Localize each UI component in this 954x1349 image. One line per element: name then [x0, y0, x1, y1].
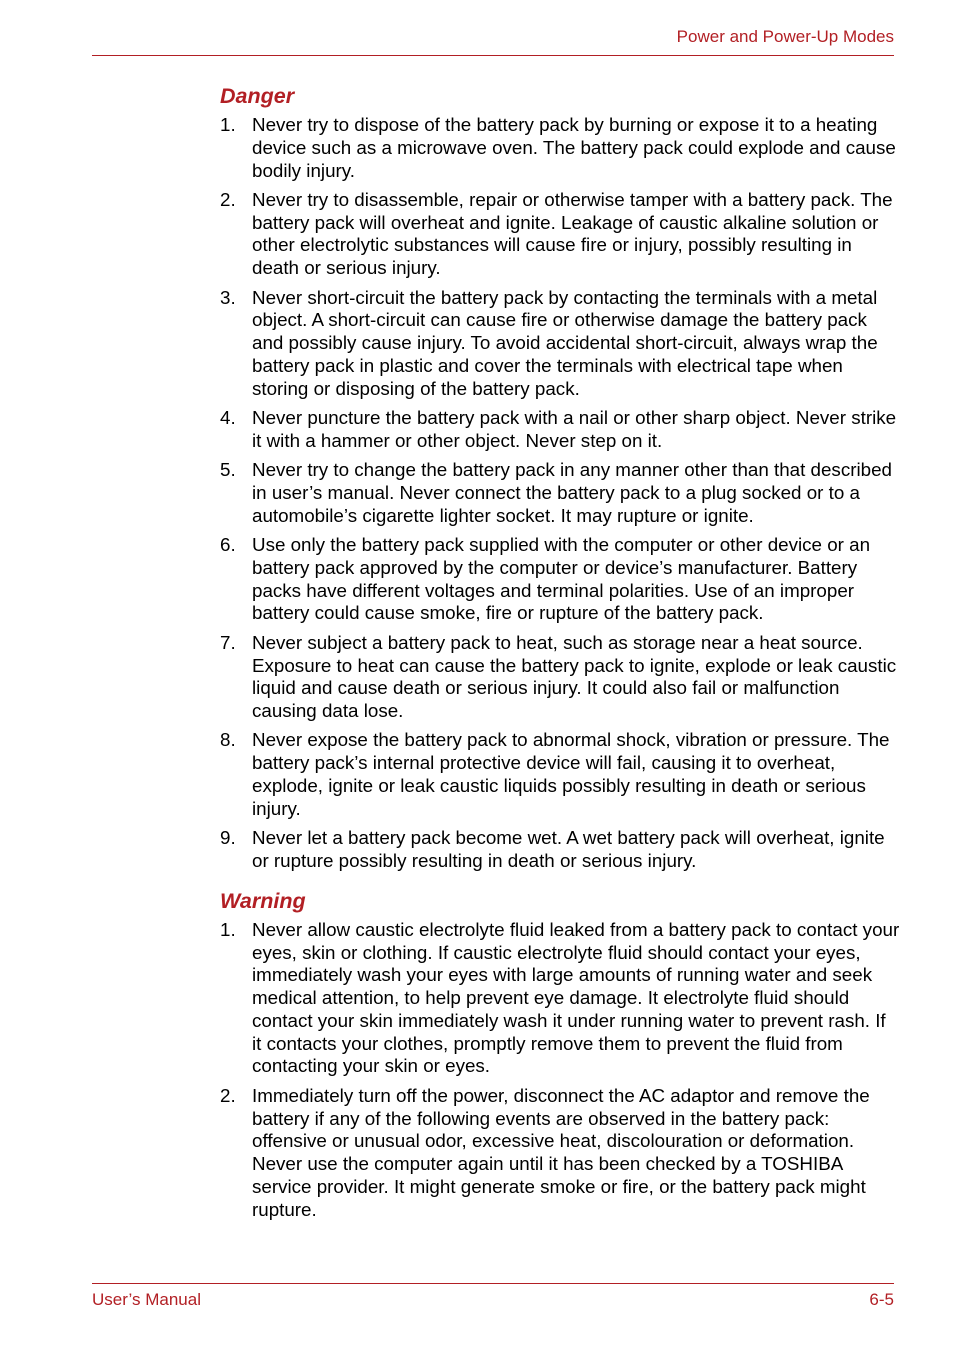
- danger-item-1: [220, 114, 900, 182]
- page-number: 6-5: [869, 1290, 894, 1309]
- item-number: 2.: [220, 188, 236, 210]
- danger-item-2: [220, 189, 900, 280]
- item-number: 6.: [220, 534, 236, 556]
- item-number: 1.: [220, 918, 236, 940]
- footer-divider: [92, 1283, 894, 1284]
- danger-item-5: [220, 459, 900, 527]
- item-text: Never try to dispose of the battery pack by burning or expose it to a heating device such as a microwave oven. The battery pack could explode and cause bodily injury.: [252, 114, 896, 181]
- item-text: Never expose the battery pack to abnormal shock, vibration or pressure. The battery pack’s internal protective device will fail, causing it to overheat, explode, ignite or leak caustic liquids possibly resulting in death or serious injury.: [252, 729, 890, 819]
- header-divider: [92, 55, 894, 56]
- danger-heading: Danger: [220, 84, 295, 108]
- item-number: 2.: [220, 1084, 236, 1106]
- page-content: [220, 82, 900, 1228]
- danger-item-6: [220, 534, 900, 625]
- danger-item-4: [220, 407, 900, 453]
- footer-manual-title: User’s Manual: [92, 1290, 201, 1309]
- item-number: 1.: [220, 114, 236, 135]
- item-number: 9.: [220, 827, 236, 849]
- item-text: Never puncture the battery pack with a nail or other sharp object. Never strike it with a hammer or other object. Never step on it.: [252, 407, 897, 451]
- warning-item-2: [220, 1085, 900, 1222]
- warning-list: [220, 919, 900, 1222]
- item-number: 4.: [220, 407, 236, 429]
- danger-item-9: [220, 827, 900, 873]
- item-text: Use only the battery pack supplied with the computer or other device or an battery pack approved by the computer or device’s manufacturer. Battery packs have different voltages and terminal polarities. Use of an improper battery could cause smoke, fire or rupture of the battery pack.: [252, 534, 871, 624]
- warning-heading: Warning: [220, 888, 306, 913]
- running-header-title: Power and Power-Up Modes: [676, 27, 894, 46]
- danger-item-7: [220, 632, 900, 723]
- item-text: Never allow caustic electrolyte fluid leaked from a battery pack to contact your eyes, skin or clothing. If caustic electrolyte fluid should contact your eyes, immediately wash your eyes with large amounts of running water and seek medical attention, to help prevent eye damage. It electrolyte fluid should contact your skin immediately wash it under running water to prevent rash. If it contacts your clothes, promptly remove them to prevent the fluid from contacting your skin or eyes.: [252, 918, 900, 1077]
- item-number: 7.: [220, 631, 236, 653]
- item-text: Never subject a battery pack to heat, such as storage near a heat source. Exposure to heat can cause the battery pack to ignite, explode or leak caustic liquid and cause death or serious injury. It could also fail or malfunction causing data lose.: [252, 631, 897, 722]
- item-text: Never let a battery pack become wet. A wet battery pack will overheat, ignite or rupture possibly resulting in death or serious injury.: [252, 827, 885, 871]
- warning-item-1: [220, 919, 900, 1079]
- item-text: Never short-circuit the battery pack by contacting the terminals with a metal object. A short-circuit can cause fire or otherwise damage the battery pack and possibly cause injury. To avoid accidental short-circuit, always wrap the battery pack in plastic and cover the terminals with electrical tape when storing or disposing of the battery pack.: [252, 286, 878, 399]
- item-number: 8.: [220, 729, 236, 751]
- item-text: Never try to change the battery pack in any manner other than that described in user’s manual. Never connect the battery pack to a plug socked or to a automobile’s cigarette lighter socket. It may rupture or ignite.: [252, 459, 892, 526]
- danger-item-3: [220, 287, 900, 401]
- danger-list: [220, 114, 900, 873]
- item-number: 5.: [220, 459, 236, 481]
- item-number: 3.: [220, 286, 236, 308]
- item-text: Never try to disassemble, repair or otherwise tamper with a battery pack. The battery pack will overheat and ignite. Leakage of caustic alkaline solution or other electrolytic substances will cause fire or injury, possibly resulting in death or serious injury.: [252, 188, 893, 279]
- danger-item-8: [220, 729, 900, 820]
- item-text: Immediately turn off the power, disconnect the AC adaptor and remove the battery if any of the following events are observed in the battery pack: offensive or unusual odor, excessive heat, discolouration or deformation. Never use the computer again until it has been checked by a TOSHIBA service provider. It might generate smoke or fire, or the battery pack might rupture.: [252, 1084, 870, 1220]
